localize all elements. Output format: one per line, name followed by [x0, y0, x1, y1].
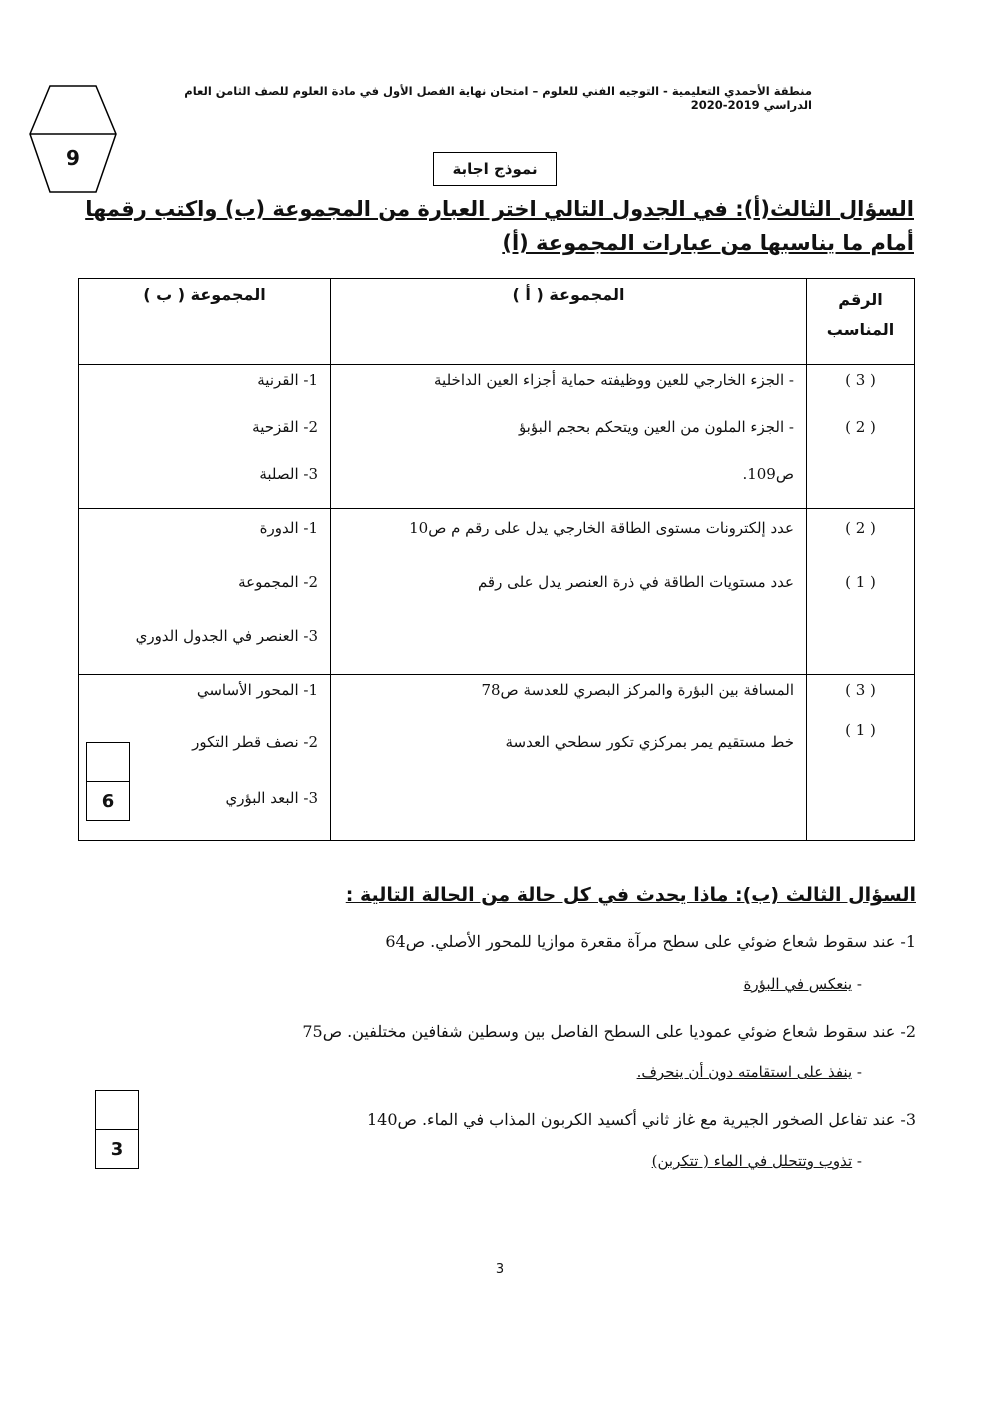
score-box-blank: [87, 743, 129, 782]
model-answer-label: نموذج اجابة: [433, 152, 557, 186]
header-group-b: المجموعة ( ب ): [79, 279, 331, 365]
table-row: [79, 365, 915, 509]
total-score: 9: [66, 146, 80, 170]
question-item: 2- عند سقوط شعاع ضوئي عموديا على السطح الفاصل بين وسطين شفافين مختلفين. ص75: [302, 1022, 916, 1041]
table-row: [79, 509, 915, 675]
question-3b-title: السؤال الثالث (ب): ماذا يحدث في كل حالة من الحالة التالية :: [345, 884, 916, 906]
answer-prefix: -: [856, 975, 862, 993]
row-numbers: ( 3 ) ( 2 ): [807, 365, 915, 509]
answer-text: تذوب وتتحلل في الماء ( تتكربن): [651, 1152, 853, 1170]
answer-text: ينعكس في البؤرة: [743, 975, 853, 993]
answer-line: [652, 1152, 862, 1170]
answer-text: ينفذ على استقامته دون أن ينحرف.: [636, 1063, 853, 1081]
score-value: 3: [110, 1138, 124, 1160]
group-b-cell: 1- القرنية 2- القزحية 3- الصلبة: [79, 365, 331, 509]
header-number: الرقم المناسب: [807, 279, 915, 365]
exam-header: منطقة الأحمدي التعليمية - التوجيه الفني للعلوم – امتحان نهاية الفصل الأول في مادة العلوم للصف الثامن العام الدراسي 2019-2020: [184, 84, 812, 112]
score-box-part-b: [95, 1090, 139, 1169]
table-header-row: [79, 279, 915, 365]
group-b-cell: 1- المحور الأساسي 2- نصف قطر التكور 3- البعد البؤري: [79, 675, 331, 841]
row-numbers: ( 3 ) ( 1 ): [807, 675, 915, 841]
question-item: 1- عند سقوط شعاع ضوئي على سطح مرآة مقعرة موازيا للمحور الأصلي. ص64: [385, 932, 916, 951]
question-item: 3- عند تفاعل الصخور الجيرية مع غاز ثاني أكسيد الكربون المذاب في الماء. ص140: [366, 1110, 916, 1129]
row-numbers: ( 2 ) ( 1 ): [807, 509, 915, 675]
group-b-cell: 1- الدورة 2- المجموعة 3- العنصر في الجدول الدوري: [79, 509, 331, 675]
answer-line: [743, 975, 862, 993]
score-box-part-a: [86, 742, 130, 821]
header-group-a: المجموعة ( أ ): [331, 279, 807, 365]
hexagon-score-icon: [28, 84, 118, 194]
question-3a-title: السؤال الثالث(أ): في الجدول التالي اختر العبارة من المجموعة (ب) واكتب رقمها أمام ما يناسبها من عبارات المجموعة (أ): [85, 197, 914, 255]
matching-table: [78, 278, 915, 841]
score-value: 6: [101, 790, 115, 812]
answer-line: [637, 1063, 862, 1081]
table-row: [79, 675, 915, 841]
group-a-cell: - الجزء الخارجي للعين ووظيفته حماية أجزاء العين الداخلية - الجزء الملون من العين ويتحكم بحجم البؤبؤ ص109.: [331, 365, 807, 509]
group-a-cell: المسافة بين البؤرة والمركز البصري للعدسة ص78 خط مستقيم يمر بمركزي تكور سطحي العدسة: [331, 675, 807, 841]
answer-prefix: -: [856, 1063, 862, 1081]
group-a-cell: عدد إلكترونات مستوى الطاقة الخارجي يدل على رقم م ص10 عدد مستويات الطاقة في ذرة العنصر يدل على رقم: [331, 509, 807, 675]
answer-prefix: -: [856, 1152, 862, 1170]
page-number: 3: [495, 1262, 505, 1277]
score-box-blank: [96, 1091, 138, 1130]
